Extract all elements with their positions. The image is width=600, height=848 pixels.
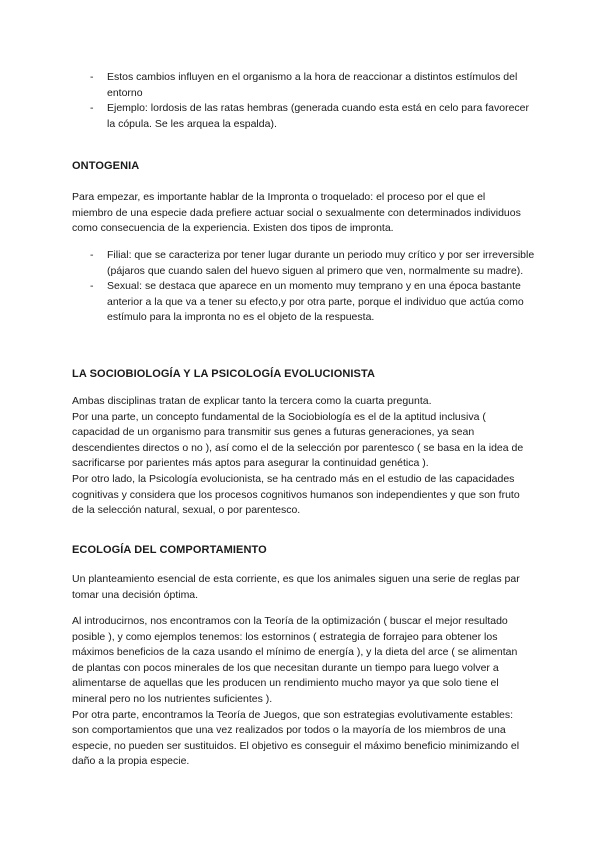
list-item: - Filial: que se caracteriza por tener lugar durante un periodo muy crítico y por ser irreversible (pájaros que cuando salen del huevo siguen al primero que ven, normalmente su madre). [90,249,535,277]
paragraph: Al introducirnos, nos encontramos con la Teoría de la optimización ( buscar el mejor resultado posible ), y como ejemplos tenemos: los estorninos ( estrategia de forrajeo para obtener los máximos beneficios de la caza usando el mínimo de energía ), y la dieta del arce ( se alimentan de plantas con pocos minerales de los que necesitan durante un tiempo para luego volver a alimentarse de aquellas que les producen un rendimiento mucho mayor ya que solo tiene el mineral pero no los nutrientes suficientes ). [72,615,518,705]
list-item: - Sexual: se destaca que aparece en un momento muy temprano y en una época bastante anterior a la que va a tener su efecto,y por otra parte, porque el individuo que actúa como estímulo para la impronta no es el objeto de la respuesta. [90,280,524,324]
paragraph: Por una parte, un concepto fundamental de la Sociobiología es el de la aptitud inclusiva ( capacidad de un organismo para transmitir sus genes a futuras generaciones, ya sean descendientes directos o no ), así como el de la selección por parentesco ( se basa en la idea de sacrificarse por parientes más aptos para asegurar la continuidad genética ). [72,410,524,470]
section-heading-ontogenia: ONTOGENIA [72,160,140,172]
impronta-types-list [90,248,540,326]
ecologia-body [72,614,527,770]
paragraph: Ambas disciplinas tratan de explicar tanto la tercera como la cuarta pregunta. [72,395,432,407]
list-item: - Ejemplo: lordosis de las ratas hembras (generada cuando esta está en celo para favorecer la cópula. Se les arquea la espalda). [90,102,529,130]
sociobiologia-body [72,394,527,519]
section-heading-sociobiologia: LA SOCIOBIOLOGÍA Y LA PSICOLOGÍA EVOLUCIONISTA [72,368,376,380]
paragraph: Por otro lado, la Psicología evolucionista, se ha centrado más en el estudio de las capacidades cognitivas y considera que los procesos cognitivos humanos son independientes y que son fruto de la selección natural, sexual, o por parentesco. [72,472,520,517]
section-heading-ecologia: ECOLOGÍA DEL COMPORTAMIENTO [72,544,267,556]
list-item: - Estos cambios influyen en el organismo a la hora de reaccionar a distintos estímulos del entorno [90,71,518,99]
ontogenia-intro-paragraph: Para empezar, es importante hablar de la Impronta o troquelado: el proceso por el que el miembro de una especie dada prefiere actuar social o sexualmente con determinados individuos como consecuencia de la experiencia. Existen dos tipos de impronta. [72,191,521,235]
top-bullet-list [90,70,540,132]
paragraph: Por otra parte, encontramos la Teoría de Juegos, que son estrategias evolutivamente estables: son comportamientos que una vez realizados por todos o la mayoría de los miembros de una especie, no pueden ser sustituidos. El objetivo es conseguir el máximo beneficio minimizando el daño a la propia especie. [72,708,520,768]
ecologia-paragraph-1: Un planteamiento esencial de esta corriente, es que los animales siguen una serie de reglas par tomar una decisión óptima. [72,573,520,601]
